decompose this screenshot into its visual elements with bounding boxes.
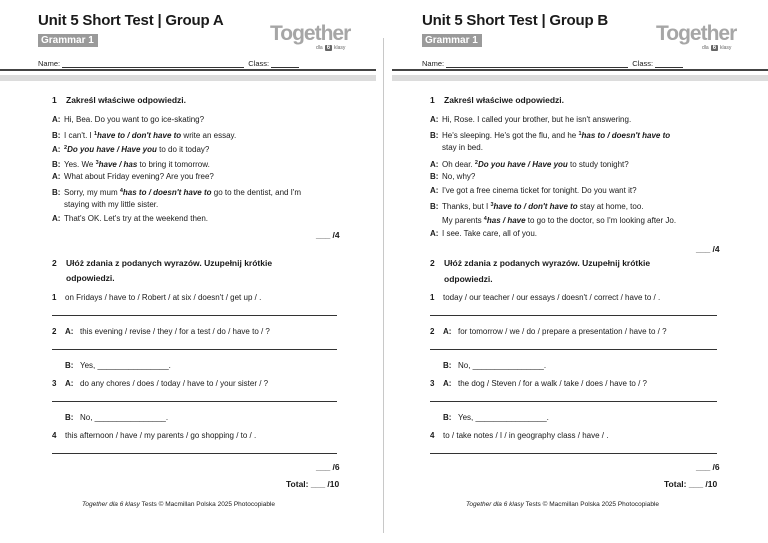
section-badge: Grammar 1: [422, 34, 482, 47]
gap-number: 3: [490, 202, 494, 209]
header-rule: [0, 69, 376, 71]
gap-number: 4: [119, 188, 123, 194]
item-number: 4: [52, 431, 57, 440]
exercise-item: [430, 411, 549, 425]
footer-book-title: Together dla 6 klasy: [82, 501, 140, 508]
exercise-item: [430, 359, 546, 373]
exercise-2-heading-cont: odpowiedzi.: [444, 274, 493, 284]
exercise-2-score: ___ /6: [316, 462, 340, 472]
exercise-number: 1: [52, 95, 57, 105]
dialogue-line: [52, 113, 204, 127]
dialogue-text: go to the dentist, and I'm: [211, 188, 302, 197]
total-score: Total: ___ /10: [664, 479, 718, 489]
item-number: 2: [52, 327, 57, 336]
answer-line[interactable]: [430, 453, 717, 454]
exercise-item: [430, 291, 660, 305]
item-number: 1: [430, 293, 435, 302]
item-words: on Fridays / have to / Robert / at six / doesn't / get up / .: [65, 293, 262, 302]
gap-number: 2: [64, 145, 68, 152]
item-number: 4: [430, 431, 435, 440]
exercise-number: 2: [52, 258, 57, 268]
speaker-label: B:: [65, 361, 74, 370]
speaker-label: A:: [443, 327, 452, 336]
footer-book-title: Together dla 6 klasy: [466, 501, 524, 508]
gap-number: 1: [93, 131, 98, 138]
speaker-label: A:: [430, 186, 439, 195]
item-words: Yes, ________________.: [80, 361, 171, 370]
item-number: 1: [52, 293, 57, 302]
page-title: Unit 5 Short Test | Group B: [422, 12, 609, 29]
answer-line[interactable]: [52, 453, 337, 454]
item-number: 2: [430, 327, 435, 336]
total-score: Total: ___ /10: [286, 479, 340, 489]
gap-number: 4: [483, 216, 487, 223]
logo-sub-pre: dla: [702, 45, 709, 51]
exercise-item: [430, 377, 647, 391]
dialogue-text: My parents: [442, 216, 484, 226]
together-logo: Together: [656, 22, 737, 45]
dialogue-text: staying with my little sister.: [64, 200, 159, 210]
logo-grade-badge: 6: [712, 45, 717, 51]
speaker-label: A:: [65, 379, 74, 388]
speaker-label: A:: [52, 171, 61, 181]
logo-sub-post: klasy: [334, 45, 346, 51]
logo-subtitle: [702, 45, 731, 51]
speaker-label: A:: [52, 115, 61, 124]
name-class-row: [38, 59, 299, 68]
gap-number: 2: [474, 159, 478, 166]
speaker-label: B:: [443, 413, 452, 422]
class-field[interactable]: [271, 67, 299, 68]
item-words: for tomorrow / we / do / prepare a presentation / have to / ?: [458, 327, 667, 336]
dialogue-text: write an essay.: [181, 131, 237, 141]
speaker-label: A:: [443, 379, 452, 388]
item-words: do any chores / does / today / have to / your sister / ?: [80, 379, 269, 388]
item-words: the dog / Steven / for a walk / take / does / have to / ?: [458, 379, 647, 388]
answer-line[interactable]: [430, 315, 717, 316]
page-title: Unit 5 Short Test | Group A: [38, 12, 224, 29]
answer-choice[interactable]: Do you have / Have you: [477, 159, 568, 169]
dialogue-text: Sorry, my mum: [64, 188, 120, 197]
dialogue-line: [52, 198, 158, 212]
class-field[interactable]: [655, 67, 683, 68]
speaker-label: B:: [52, 159, 61, 169]
answer-choice[interactable]: Do you have / Have you: [67, 145, 157, 155]
dialogue-text: No, why?: [442, 171, 476, 181]
speaker-label: B:: [65, 413, 74, 422]
test-page-group-b: [384, 0, 768, 543]
exercise-title: Ułóż zdania z podanych wyrazów. Uzupełnij krótkie: [66, 258, 273, 268]
dialogue-line: [430, 113, 631, 127]
exercise-item: [52, 359, 171, 373]
name-label: Name:: [38, 59, 61, 68]
item-words: No, ________________.: [80, 413, 169, 422]
exercise-1-heading: [430, 93, 564, 107]
answer-line[interactable]: [430, 401, 717, 402]
speaker-label: A:: [430, 115, 439, 124]
header-shade: [392, 75, 768, 81]
page-footer: [82, 501, 275, 508]
exercise-item: [430, 325, 667, 339]
exercise-item: [52, 377, 268, 391]
answer-choice[interactable]: has to / doesn't have to: [122, 188, 212, 197]
dialogue-line: [430, 184, 637, 198]
class-label: Class:: [632, 59, 654, 68]
header-shade: [0, 75, 376, 81]
speaker-label: B:: [52, 188, 61, 197]
dialogue-line: [430, 141, 483, 155]
item-words: to / take notes / I / in geography class / have / .: [443, 431, 609, 440]
exercise-2-heading: [52, 256, 272, 270]
exercise-item: [52, 291, 261, 305]
dialogue-line: [430, 170, 475, 184]
item-number: 3: [430, 379, 435, 388]
answer-choice[interactable]: has to / doesn't have to: [581, 131, 671, 141]
answer-choice[interactable]: have to / don't have to: [97, 131, 182, 141]
exercise-number: 2: [430, 258, 435, 268]
gap-number: 3: [95, 159, 99, 166]
exercise-2-score: ___ /6: [696, 462, 720, 472]
dialogue-text: He's sleeping. He's got the flu, and he: [442, 131, 579, 141]
exercise-1-heading: [52, 93, 186, 107]
dialogue-text: Hi, Rose. I called your brother, but he isn't answering.: [442, 115, 632, 124]
exercise-item: [52, 429, 256, 443]
name-class-row: [422, 59, 683, 68]
section-badge: Grammar 1: [38, 34, 98, 47]
dialogue-text: That's OK. Let's try at the weekend then.: [64, 214, 209, 224]
dialogue-text: I see. Take care, all of you.: [442, 228, 538, 238]
name-field[interactable]: [446, 67, 628, 68]
together-logo: Together: [270, 22, 351, 45]
speaker-label: B:: [430, 171, 439, 181]
dialogue-text: Hi, Bea. Do you want to go ice-skating?: [64, 115, 205, 124]
exercise-title: Zakreśl właściwe odpowiedzi.: [444, 95, 564, 105]
dialogue-text: Oh dear.: [442, 159, 475, 169]
speaker-label: A:: [65, 327, 74, 336]
dialogue-text: stay at home, too.: [577, 202, 644, 212]
logo-sub-post: klasy: [720, 45, 732, 51]
answer-line[interactable]: [52, 401, 337, 402]
speaker-label: B:: [443, 361, 452, 370]
exercise-title: Zakreśl właściwe odpowiedzi.: [66, 95, 186, 105]
answer-choice[interactable]: has / have: [486, 216, 526, 226]
exercise-2-heading: [430, 256, 650, 270]
speaker-label: A:: [430, 159, 439, 169]
answer-line[interactable]: [52, 349, 337, 350]
exercise-1-score: ___ /4: [696, 244, 720, 254]
footer-copyright: Tests © Macmillan Polska 2025 Photocopiable: [523, 501, 660, 508]
dialogue-line: [52, 170, 214, 184]
speaker-label: B:: [430, 202, 439, 212]
exercise-item: [52, 325, 270, 339]
item-words: today / our teacher / our essays / doesn't / correct / have to / .: [443, 293, 661, 302]
exercise-2-heading-cont: odpowiedzi.: [66, 273, 115, 283]
logo-sub-pre: dla: [316, 45, 323, 51]
speaker-label: B:: [430, 131, 439, 141]
speaker-label: A:: [52, 214, 61, 224]
footer-copyright: Tests © Macmillan Polska 2025 Photocopiable: [139, 501, 276, 508]
item-words: this evening / revise / they / for a test / do / have to / ?: [80, 327, 270, 336]
logo-subtitle: [316, 45, 345, 51]
dialogue-text: to go to the doctor, so I'm looking after Jo.: [525, 216, 677, 226]
name-field[interactable]: [62, 67, 244, 68]
item-words: Yes, ________________.: [458, 413, 549, 422]
dialogue-text: to study tonight?: [567, 159, 629, 169]
class-label: Class:: [248, 59, 270, 68]
speaker-label: B:: [52, 131, 61, 141]
speaker-label: A:: [430, 228, 439, 238]
item-words: this afternoon / have / my parents / go shopping / to / .: [65, 431, 257, 440]
dialogue-text: stay in bed.: [442, 143, 483, 153]
dialogue-text: Yes. We: [64, 159, 96, 169]
dialogue-text: to bring it tomorrow.: [137, 159, 210, 169]
gap-number: 1: [578, 131, 582, 138]
answer-choice[interactable]: have / has: [98, 159, 138, 169]
dialogue-text: What about Friday evening? Are you free?: [64, 171, 214, 181]
exercise-1-score: ___ /4: [316, 230, 340, 240]
exercise-item: [52, 411, 168, 425]
answer-line[interactable]: [52, 315, 337, 316]
dialogue-text: Thanks, but I: [442, 202, 491, 212]
exercise-number: 1: [430, 95, 435, 105]
dialogue-text: to do it today?: [156, 145, 210, 155]
item-words: No, ________________.: [458, 361, 547, 370]
item-number: 3: [52, 379, 57, 388]
answer-choice[interactable]: have to / don't have to: [493, 202, 578, 212]
dialogue-line: [52, 212, 208, 226]
page-footer: [466, 501, 659, 508]
logo-grade-badge: 6: [326, 45, 331, 51]
answer-line[interactable]: [430, 349, 717, 350]
exercise-item: [430, 429, 608, 443]
dialogue-text: I can't. I: [64, 131, 94, 141]
header-rule: [392, 69, 768, 71]
name-label: Name:: [422, 59, 445, 68]
dialogue-text: I've got a free cinema ticket for tonight. Do you want it?: [442, 186, 637, 195]
exercise-title: Ułóż zdania z podanych wyrazów. Uzupełnij krótkie: [444, 258, 651, 268]
dialogue-line: [430, 227, 537, 241]
speaker-label: A:: [52, 145, 61, 155]
